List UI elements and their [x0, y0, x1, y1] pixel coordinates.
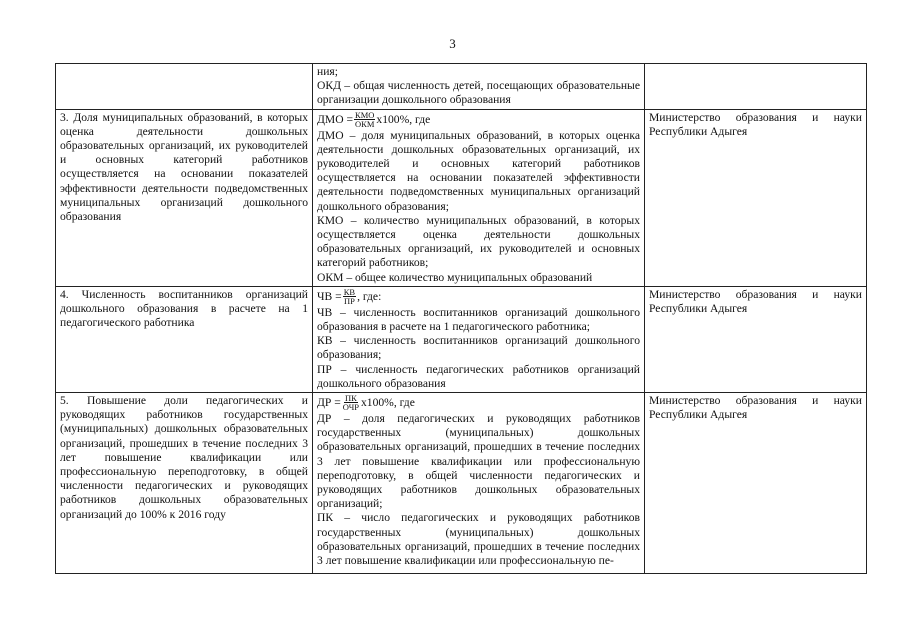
formula-lhs: ДР = [317, 395, 341, 409]
formula-definition: ПК – число педагогических и руководящих работников государственных (муниципальных) дошкольных образовательных организаций, прошедших в течение последних 3 лет повышение квалификации или профессиональную пе- [317, 511, 640, 568]
fraction-denominator: ОЧР [342, 402, 359, 413]
formula-fraction [342, 394, 360, 412]
fraction-denominator: ПР [343, 295, 355, 306]
formula-lhs: ДМО = [317, 112, 354, 126]
formula-fraction [343, 288, 356, 306]
responsible-cell [645, 286, 867, 392]
indicator-text: 3. Доля муниципальных образований, в которых оценка деятельности дошкольных образовательных организаций, их руководителей и основных категорий работников осуществляется на основании показателей эффективности деятельности подведомственных муниципальных организаций дошкольного образования [60, 110, 308, 224]
indicator-cell [56, 109, 313, 286]
formula [317, 111, 430, 129]
indicator-text: 4. Численность воспитанников организаций дошкольного образования в расчете на 1 педагогического работника [60, 287, 308, 330]
indicators-table [55, 63, 867, 574]
fraction-numerator: ПК [344, 393, 357, 404]
formula-cell [313, 64, 645, 110]
table-row [56, 64, 867, 110]
responsible-text: Министерство образования и науки Республики Адыгея [649, 394, 862, 422]
formula-definition: КВ – численность воспитанников организаций дошкольного образования; [317, 334, 640, 362]
responsible-text: Министерство образования и науки Республики Адыгея [649, 110, 862, 138]
formula-definition: ОКМ – общее количество муниципальных образований [317, 270, 593, 284]
responsible-text: Министерство образования и науки Республики Адыгея [649, 287, 862, 316]
fraction-numerator: КМО [355, 109, 375, 120]
formula-fraction [354, 111, 375, 129]
table-row [56, 393, 867, 574]
formula-definition: ЧВ – численность воспитанников организаций дошкольного образования в расчете на 1 педагогического работника; [317, 305, 640, 334]
formula-rhs: x100%, где [376, 112, 431, 126]
formula-definition: ния; [317, 65, 338, 78]
fraction-denominator: ОКМ [355, 118, 375, 129]
formula [317, 394, 415, 412]
responsible-cell [645, 393, 867, 574]
table-row [56, 286, 867, 392]
formula-definition: ДМО – доля муниципальных образований, в которых оценка деятельности дошкольных образовательных организаций, их руководителей и основных категорий работников осуществляется на основании показателей эффективности деятельности подведомственных муниципальных организаций дошкольного образования; [317, 128, 640, 213]
formula-cell [313, 393, 645, 574]
responsible-cell [645, 109, 867, 286]
table-row [56, 109, 867, 286]
page-number: 3 [449, 36, 456, 51]
formula-cell [313, 109, 645, 286]
formula [317, 288, 381, 306]
formula-definition: КМО – количество муниципальных образований, в которых осуществляется оценка деятельности дошкольных образовательных организаций, их руководителей и основных категорий работников; [317, 213, 640, 270]
formula-definition: ПР – численность педагогических работников организаций дошкольного образования [317, 362, 640, 390]
formula-cell [313, 286, 645, 392]
indicator-cell [56, 64, 313, 110]
formula-definition: ОКД – общая численность детей, посещающих образовательные организации дошкольного образования [317, 79, 640, 107]
formula-rhs: , где: [357, 289, 382, 303]
formula-lhs: ЧВ = [317, 289, 342, 303]
formula-definition: ДР – доля педагогических и руководящих работников государственных (муниципальных) дошкольных образовательных организаций, прошедших в течение последних 3 лет повышение квалификации или профессиональную переподготовку, в общей численности педагогических и руководящих работников дошкольных образовательных организаций; [317, 412, 640, 511]
indicator-cell [56, 286, 313, 392]
fraction-numerator: КВ [343, 286, 356, 297]
formula-rhs: x100%, где [360, 395, 415, 409]
responsible-cell [645, 64, 867, 110]
indicator-text: 5. Повышение доли педагогических и руководящих работников государственных (муниципальных) дошкольных образовательных организаций, прошедших в течение последних 3 лет повышение квалификации или профессиональную переподготовку, в общей численности педагогических и руководящих работников дошкольных образовательных организаций до 100% к 2016 году [60, 394, 308, 521]
indicator-cell [56, 393, 313, 574]
